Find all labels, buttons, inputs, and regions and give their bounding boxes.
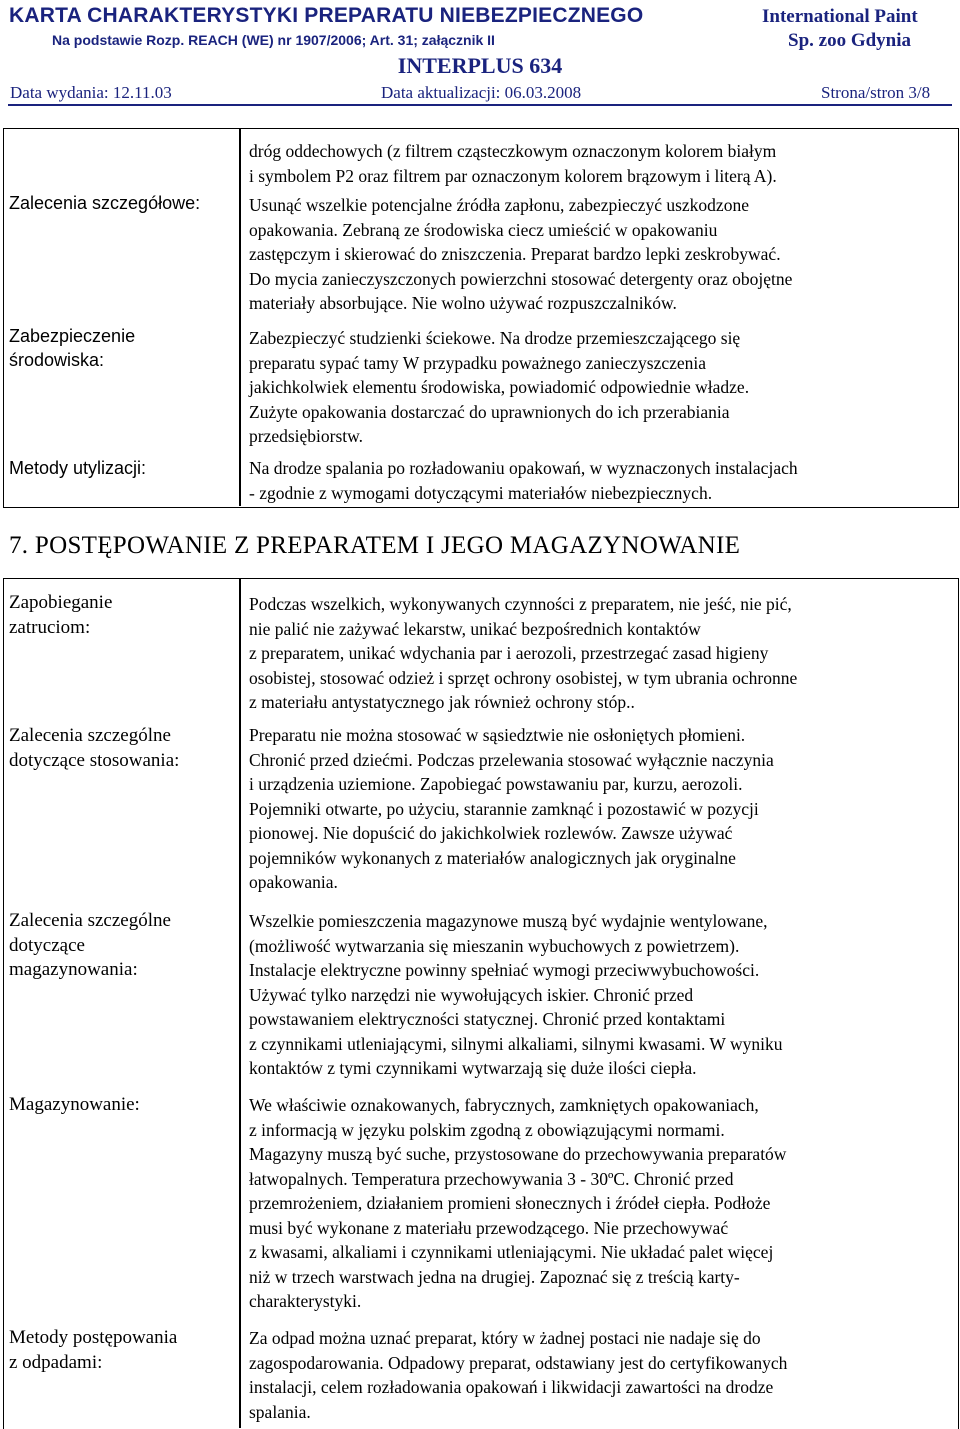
text-line: z kwasami, alkaliami i czynnikami utleniającymi. Nie układać palet więcej <box>249 1242 774 1262</box>
text-line: Usunąć wszelkie potencjalne źródła zapłonu, zabezpieczyć uszkodzone <box>249 195 749 215</box>
row-label-waste-methods <box>9 1326 177 1375</box>
label-line: środowiska: <box>9 350 105 370</box>
text-line: zagospodarowania. Odpadowy preparat, odstawiany jest do certyfikowanych <box>249 1352 788 1373</box>
row-text-usage-recommendations <box>249 723 950 895</box>
text-line: instalacji, celem rozładowania opakowań i likwidacji zawartości na drodze <box>249 1377 774 1397</box>
text-line: (możliwość wytwarzania się mieszanin wybuchowych z powietrzem). <box>249 935 740 956</box>
text-line: jakichkolwiek elementu środowiska, powiadomić odpowiednie władze. <box>249 377 750 397</box>
company-location: Sp. zoo Gdynia <box>788 30 912 51</box>
section7-heading: 7. POSTĘPOWANIE Z PREPARATEM I JEGO MAGAZYNOWANIE <box>9 532 741 559</box>
text-line: dróg oddechowych (z filtrem cząsteczkowym oznaczonym kolorem białym <box>249 141 777 161</box>
text-line: kontaktów z tymi czynnikami wytwarzają się duże ilości ciepła. <box>249 1058 697 1078</box>
label-line: dotyczące <box>9 934 85 956</box>
text-line: - zgodnie z wymogami dotyczącymi materiałów niebezpiecznych. <box>249 482 713 503</box>
text-line: zastępczym i skierować do zniszczenia. Preparat bardzo lepki zeskrobywać. <box>249 244 781 264</box>
row-label-poisoning-prevention <box>9 591 112 640</box>
row-text-disposal-methods <box>249 456 950 505</box>
text-line: Na drodze spalania po rozładowaniu opakowań, w wyznaczonych instalacjach <box>249 458 798 478</box>
text-line: nie palić nie zażywać lekarstw, unikać bezpośrednich kontaktów <box>249 618 701 639</box>
text-line: Podczas wszelkich, wykonywanych czynności z preparatem, nie jeść, nie pić, <box>249 594 792 614</box>
row-text-storage <box>249 1093 950 1314</box>
update-date: Data aktualizacji: 06.03.2008 <box>381 83 582 102</box>
label-line: dotyczące stosowania: <box>9 749 180 771</box>
text-line: pionowej. Nie dopuścić do jakichkolwiek rozlewów. Zawsze używać <box>249 823 733 843</box>
product-name: INTERPLUS 634 <box>397 53 563 78</box>
row-text-poisoning-prevention <box>249 592 950 715</box>
page-number: Strona/stron 3/8 <box>821 83 931 102</box>
text-line: spalania. <box>249 1401 311 1422</box>
label-line: Metody postępowania <box>9 1327 178 1348</box>
text-line: opakowania. Zebraną ze środowiska ciecz umieścić w opakowaniu <box>249 219 718 240</box>
issue-date: Data wydania: 12.11.03 <box>10 83 172 102</box>
text-line: We właściwie oznakowanych, fabrycznych, zamkniętych opakowaniach, <box>249 1095 759 1115</box>
label-line: Zabezpieczenie <box>9 326 136 346</box>
label-line: Zapobieganie <box>9 592 113 613</box>
text-line: musi być wykonane z materiału przewodzącego. Nie przechowywać <box>249 1217 729 1238</box>
text-line: Magazyny muszą być suche, przystosowane do przechowywania preparatów <box>249 1144 787 1164</box>
row-label-disposal-methods: Metody utylizacji: <box>9 458 147 478</box>
row-text-storage-recommendations <box>249 909 950 1081</box>
row-text-detailed-recommendations <box>249 193 950 316</box>
text-line: Pojemniki otwarte, po użyciu, starannie zamknąć i pozostawić w pozycji <box>249 798 759 819</box>
label-line: Zalecenia szczególne <box>9 910 171 931</box>
row-text-environment-protection <box>249 326 950 449</box>
text-line: z preparatem, unikać wdychania par i aerozoli, przestrzegać zasad higieny <box>249 643 769 663</box>
text-line: Preparatu nie można stosować w sąsiedztwie nie osłoniętych płomieni. <box>249 725 746 745</box>
text-line: i urządzenia uziemione. Zapobiegać powstawaniu par, kurzu, aerozoli. <box>249 774 743 794</box>
text-line: z informacją w języku polskim zgodną z obowiązującymi normami. <box>249 1119 725 1140</box>
text-line: Za odpad można uznać preparat, który w żadnej postaci nie nadaje się do <box>249 1328 761 1348</box>
section7-column-divider <box>239 578 241 1428</box>
section6-column-divider <box>239 128 241 506</box>
label-line: Magazynowanie: <box>9 1094 140 1115</box>
text-line: Wszelkie pomieszczenia magazynowe muszą być wydajnie wentylowane, <box>249 911 768 931</box>
document-title: KARTA CHARAKTERYSTYKI PREPARATU NIEBEZPIECZNEGO <box>9 4 644 27</box>
text-line: Zabezpieczyć studzienki ściekowe. Na drodze przemieszczającego się <box>249 328 741 348</box>
label-line: Zalecenia szczególne <box>9 725 171 746</box>
company-name: International Paint <box>762 6 918 27</box>
text-line: Używać tylko narzędzi nie wywołujących iskier. Chronić przed <box>249 984 694 1005</box>
text-line: i symbolem P2 oraz filtrem par oznaczonym kolorem brązowym i literą A). <box>249 165 777 186</box>
text-line: łatwopalnych. Temperatura przechowywania 3 - 30ºC. Chronić przed <box>249 1168 734 1189</box>
row-label-storage-recommendations <box>9 909 171 983</box>
document-header <box>0 0 960 106</box>
text-line: przedsiębiorstw. <box>249 426 364 446</box>
row-label-usage-recommendations <box>9 724 179 773</box>
text-line: pojemników wykonanych z materiałów analogicznych jak oryginalne <box>249 847 736 868</box>
text-line: preparatu sypać tamy W przypadku poważnego zanieczyszczenia <box>249 352 707 373</box>
section6-intro <box>249 139 950 188</box>
row-label-environment-protection <box>9 324 135 372</box>
text-line: powstawaniem elektryczności statycznej. Chronić przed kontaktami <box>249 1009 726 1029</box>
text-line: Instalacje elektryczne powinny spełniać wymogi przeciwwybuchowości. <box>249 960 760 980</box>
label-line: magazynowania: <box>9 959 138 980</box>
header-divider <box>8 104 952 106</box>
text-line: charakterystyki. <box>249 1291 362 1311</box>
regulation-line: Na podstawie Rozp. REACH (WE) nr 1907/2006; Art. 31; załącznik II <box>52 32 495 48</box>
text-line: Zużyte opakowania dostarczać do uprawnionych do ich przerabiania <box>249 401 730 422</box>
text-line: materiały absorbujące. Nie wolno używać rozpuszczalników. <box>249 293 677 313</box>
text-line: niż w trzech warstwach jedna na drugiej. Zapoznać się z treścią karty- <box>249 1266 740 1287</box>
row-text-waste-methods <box>249 1326 950 1424</box>
row-label-storage <box>9 1093 140 1118</box>
text-line: z czynnikami utleniającymi, silnymi alkaliami, silnymi kwasami. W wyniku <box>249 1033 783 1054</box>
text-line: przemrożeniem, działaniem promieni słonecznych i źródeł ciepła. Podłoże <box>249 1193 771 1213</box>
text-line: Do mycia zanieczyszczonych powierzchni stosować detergenty oraz obojętne <box>249 268 793 289</box>
row-label-detailed-recommendations: Zalecenia szczegółowe: <box>9 193 201 213</box>
text-line: osobistej, stosować odzież i sprzęt ochrony osobistej, w tym ubrania ochronne <box>249 667 798 688</box>
label-line: z odpadami: <box>9 1351 103 1373</box>
text-line: z materiału antystatycznego jak również ochrony stóp.. <box>249 692 635 712</box>
label-line: zatruciom: <box>9 616 91 638</box>
text-line: opakowania. <box>249 872 338 892</box>
text-line: Chronić przed dziećmi. Podczas przelewania stosować wyłącznie naczynia <box>249 749 774 770</box>
